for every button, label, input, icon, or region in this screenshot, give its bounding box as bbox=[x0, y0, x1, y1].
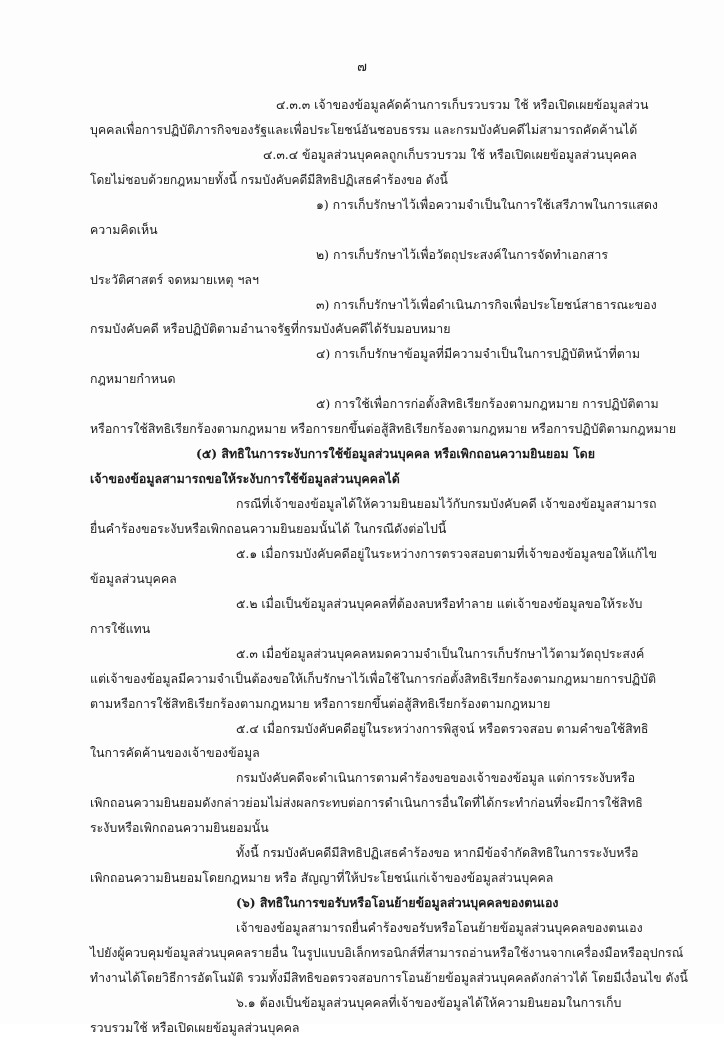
section-heading-6: (๖) สิทธิในการขอรับหรือโอนย้ายข้อมูลส่วนบุคคลของตนเอง bbox=[236, 895, 559, 910]
text-line: เจ้าของข้อมูลสามารถยื่นคำร้องขอรับหรือโอนย้ายข้อมูลส่วนบุคคลของตนเอง bbox=[236, 920, 643, 935]
text-line: ประวัติศาสตร์ จดหมายเหตุ ฯลฯ bbox=[90, 271, 259, 287]
text-line: กฎหมายกำหนด bbox=[90, 371, 176, 387]
text-line: กรมบังคับคดี หรือปฏิบัติตามอำนาจรัฐที่กรมบังคับคดีได้รับมอบหมาย bbox=[90, 321, 451, 337]
text-line: ระงับหรือเพิกถอนความยินยอมนั้น bbox=[90, 820, 269, 836]
text-line: ๕) การใช้เพื่อการก่อตั้งสิทธิเรียกร้องตามกฎหมาย การปฏิบัติตาม bbox=[316, 396, 659, 412]
text-line: เพิกถอนความยินยอมโดยกฎหมาย หรือ สัญญาที่ให้ประโยชน์แก่เจ้าของข้อมูลส่วนบุคคล bbox=[90, 870, 554, 886]
text-line: ๔) การเก็บรักษาข้อมูลที่มีความจำเป็นในการปฏิบัติหน้าที่ตาม bbox=[316, 346, 640, 362]
text-line: ๔.๓.๓ เจ้าของข้อมูลคัดค้านการเก็บรวบรวม ใช้ หรือเปิดเผยข้อมูลส่วน bbox=[276, 97, 649, 112]
text-line: บุคคลเพื่อการปฏิบัติภารกิจของรัฐและเพื่อประโยชน์อันชอบธรรม และกรมบังคับคดีไม่สามารถคัดค้านได้ bbox=[90, 121, 638, 137]
text-line: การใช้แทน bbox=[90, 620, 151, 636]
text-line: ๕.๓ เมื่อข้อมูลส่วนบุคคลหมดความจำเป็นในการเก็บรักษาไว้ตามวัตถุประสงค์ bbox=[236, 645, 645, 661]
section-heading-5: (๕) สิทธิในการระงับการใช้ข้อมูลส่วนบุคคล หรือเพิกถอนความยินยอม โดย bbox=[196, 446, 595, 462]
text-line: รวบรวมใช้ หรือเปิดเผยข้อมูลส่วนบุคคล bbox=[90, 1019, 300, 1035]
text-line: ๕.๔ เมื่อกรมบังคับคดีอยู่ในระหว่างการพิสูจน์ หรือตรวจสอบ ตามคำขอใช้สิทธิ bbox=[236, 720, 649, 736]
text-line: ๒) การเก็บรักษาไว้เพื่อวัตถุประสงค์ในการจัดทำเอกสาร bbox=[316, 246, 608, 262]
text-line: กรมบังคับคดีจะดำเนินการตามคำร้องขอของเจ้าของข้อมูล แต่การระงับหรือ bbox=[236, 770, 636, 786]
page-number: ๗ bbox=[357, 60, 367, 75]
text-line: กรณีที่เจ้าของข้อมูลได้ให้ความยินยอมไว้กับกรมบังคับคดี เจ้าของข้อมูลสามารถ bbox=[236, 496, 657, 511]
text-line: โดยไม่ชอบด้วยกฎหมายทั้งนี้ กรมบังคับคดีมีสิทธิปฏิเสธคำร้องขอ ดังนี้ bbox=[90, 171, 448, 187]
text-line: ทำงานได้โดยวิธีการอัตโนมัติ รวมทั้งมีสิทธิขอตรวจสอบการโอนย้ายข้อมูลส่วนบุคคลดังกล่าวได้ โดยมีเงื่อนไข ดังนี้ bbox=[90, 969, 688, 985]
text-line: ๓) การเก็บรักษาไว้เพื่อดำเนินภารกิจเพื่อประโยชน์สาธารณะของ bbox=[316, 296, 657, 312]
text-line: ข้อมูลส่วนบุคคล bbox=[90, 570, 177, 586]
text-line: ความคิดเห็น bbox=[90, 221, 158, 237]
text-line: แต่เจ้าของข้อมูลมีความจำเป็นต้องขอให้เก็บรักษาไว้เพื่อใช้ในการก่อตั้งสิทธิเรียกร้องตามกฎหมายการปฏิบัติ bbox=[90, 670, 657, 686]
text-line: ๕.๒ เมื่อเป็นข้อมูลส่วนบุคคลที่ต้องลบหรือทำลาย แต่เจ้าของข้อมูลขอให้ระงับ bbox=[236, 595, 643, 611]
text-line: ไปยังผู้ควบคุมข้อมูลส่วนบุคคลรายอื่น ในรูปแบบอิเล็กทรอนิกส์ที่สามารถอ่านหรือใช้งานจากเครื่องมือหรืออุปกรณ์ bbox=[90, 944, 684, 960]
text-line: ในการคัดค้านของเจ้าของข้อมูล bbox=[90, 745, 260, 761]
text-line: ๖.๑ ต้องเป็นข้อมูลส่วนบุคคลที่เจ้าของข้อมูลได้ให้ความยินยอมในการเก็บ bbox=[236, 994, 622, 1010]
text-line: ทั้งนี้ กรมบังคับคดีมีสิทธิปฏิเสธคำร้องขอ หากมีข้อจำกัดสิทธิในการระงับหรือ bbox=[236, 845, 639, 861]
text-line: เพิกถอนความยินยอมดังกล่าวย่อมไม่ส่งผลกระทบต่อการดำเนินการอื่นใดที่ได้กระทำก่อนที่จะมีการใช้สิทธิ bbox=[90, 795, 643, 811]
text-line: หรือการใช้สิทธิเรียกร้องตามกฎหมาย หรือการยกขึ้นต่อสู้สิทธิเรียกร้องตามกฎหมาย หรือการปฏิบัติตามกฎหมาย bbox=[90, 421, 677, 437]
text-line: ตามหรือการใช้สิทธิเรียกร้องตามกฎหมาย หรือการยกขึ้นต่อสู้สิทธิเรียกร้องตามกฎหมาย bbox=[90, 695, 551, 711]
text-line: ๕.๑ เมื่อกรมบังคับคดีอยู่ในระหว่างการตรวจสอบตามที่เจ้าของข้อมูลขอให้แก้ไข bbox=[236, 545, 658, 561]
section-heading-5-cont: เจ้าของข้อมูลสามารถขอให้ระงับการใช้ข้อมูลส่วนบุคคลได้ bbox=[90, 471, 400, 487]
text-line: ๑) การเก็บรักษาไว้เพื่อความจำเป็นในการใช้เสรีภาพในการแสดง bbox=[316, 196, 658, 212]
text-line: ๔.๓.๔ ข้อมูลส่วนบุคคลถูกเก็บรวบรวม ใช้ หรือเปิดเผยข้อมูลส่วนบุคคล bbox=[263, 146, 637, 162]
text-line: ยื่นคำร้องขอระงับหรือเพิกถอนความยินยอมนั้นได้ ในกรณีดังต่อไปนี้ bbox=[90, 521, 447, 536]
